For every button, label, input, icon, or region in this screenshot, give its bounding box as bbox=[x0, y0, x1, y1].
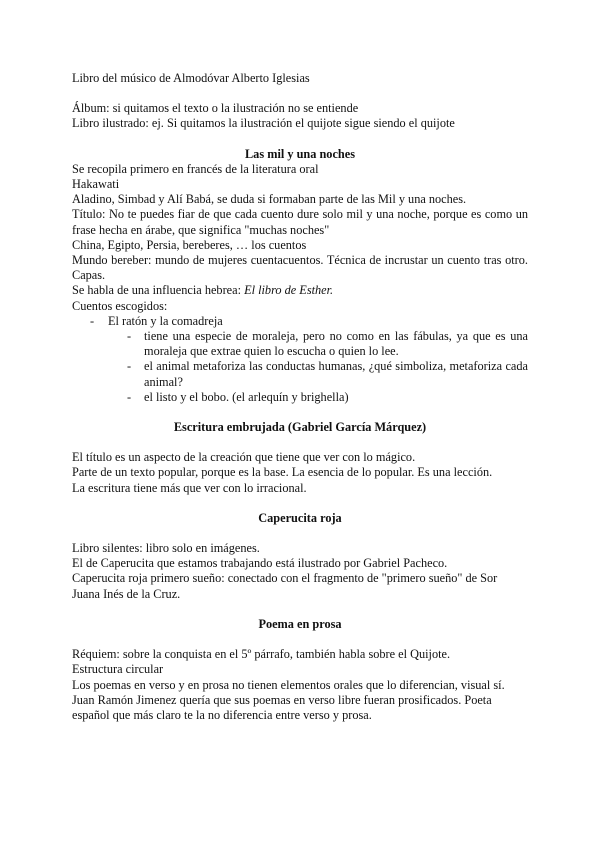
paragraph: Estructura circular bbox=[72, 662, 164, 677]
paragraph bbox=[72, 283, 528, 298]
paragraph: La escritura tiene más que ver con lo irracional. bbox=[72, 480, 307, 495]
paragraph: Título: No te puedes fiar de que cada cuento dure solo mil y una noche, porque es como un frase hecha en árabe, que significa "muchas noches" bbox=[72, 207, 528, 237]
sub-list-item bbox=[72, 390, 528, 405]
section-heading: Las mil y una noches bbox=[244, 146, 355, 161]
sub-list-item bbox=[72, 359, 528, 389]
paragraph: Se recopila primero en francés de la literatura oral bbox=[72, 161, 319, 176]
document-page bbox=[72, 71, 528, 723]
section-heading: Poema en prosa bbox=[258, 616, 342, 631]
paragraph: Juan Ramón Jimenez quería que sus poemas en verso libre fueran prosificados. Poeta español que más claro te la no diferencia entre verso y prosa. bbox=[72, 692, 492, 722]
section-heading: Caperucita roja bbox=[258, 510, 342, 525]
paragraph: Los poemas en verso y en prosa no tienen elementos orales que lo diferencian, visual sí. bbox=[72, 677, 505, 692]
paragraph: Libro silentes: libro solo en imágenes. bbox=[72, 541, 260, 556]
intro-line: Libro ilustrado: ej. Si quitamos la ilustración el quijote sigue siendo el quijote bbox=[72, 116, 455, 131]
paragraph: Cuentos escogidos: bbox=[72, 298, 168, 313]
section-heading: Escritura embrujada (Gabriel García Márquez) bbox=[173, 420, 427, 435]
dash-bullet: - bbox=[127, 359, 132, 374]
paragraph: El título es un aspecto de la creación que tiene que ver con lo mágico. bbox=[72, 450, 416, 465]
paragraph-text: Se habla de una influencia hebrea: bbox=[72, 283, 245, 298]
sub-list-item bbox=[72, 329, 528, 359]
intro-line: Álbum: si quitamos el texto o la ilustración no se entiende bbox=[72, 101, 359, 116]
paragraph: Hakawati bbox=[72, 177, 120, 192]
paragraph: China, Egipto, Persia, bereberes, … los cuentos bbox=[72, 237, 307, 252]
dash-bullet: - bbox=[90, 313, 95, 328]
book-title: El libro de Esther. bbox=[244, 283, 334, 298]
paragraph: El de Caperucita que estamos trabajando está ilustrado por Gabriel Pacheco. bbox=[72, 556, 448, 571]
list-item-text: el animal metaforiza las conductas humanas, ¿qué simboliza, metaforiza cada animal? bbox=[144, 359, 528, 389]
list-item-text: tiene una especie de moraleja, pero no como en las fábulas, ya que es una moraleja que extrae quien lo escucha o quien lo lee. bbox=[144, 329, 528, 359]
list-item-text: el listo y el bobo. (el arlequín y brighella) bbox=[144, 389, 349, 404]
paragraph: Aladino, Simbad y Alí Babá, se duda si formaban parte de las Mil y una noches. bbox=[72, 192, 467, 207]
dash-bullet: - bbox=[127, 389, 132, 404]
dash-bullet: - bbox=[127, 329, 132, 344]
paragraph: Parte de un texto popular, porque es la base. La esencia de lo popular. Es una lección. bbox=[72, 465, 493, 480]
paragraph: Mundo bereber: mundo de mujeres cuentacuentos. Técnica de incrustar un cuento tras otro. Capas. bbox=[72, 253, 528, 283]
list-item bbox=[72, 314, 528, 329]
list-item-text: El ratón y la comadreja bbox=[108, 313, 223, 328]
intro-line: Libro del músico de Almodóvar Alberto Iglesias bbox=[72, 71, 310, 85]
paragraph: Caperucita roja primero sueño: conectado con el fragmento de "primero sueño" de Sor Juana Inés de la Cruz. bbox=[72, 571, 498, 601]
paragraph: Réquiem: sobre la conquista en el 5º párrafo, también habla sobre el Quijote. bbox=[72, 647, 451, 662]
